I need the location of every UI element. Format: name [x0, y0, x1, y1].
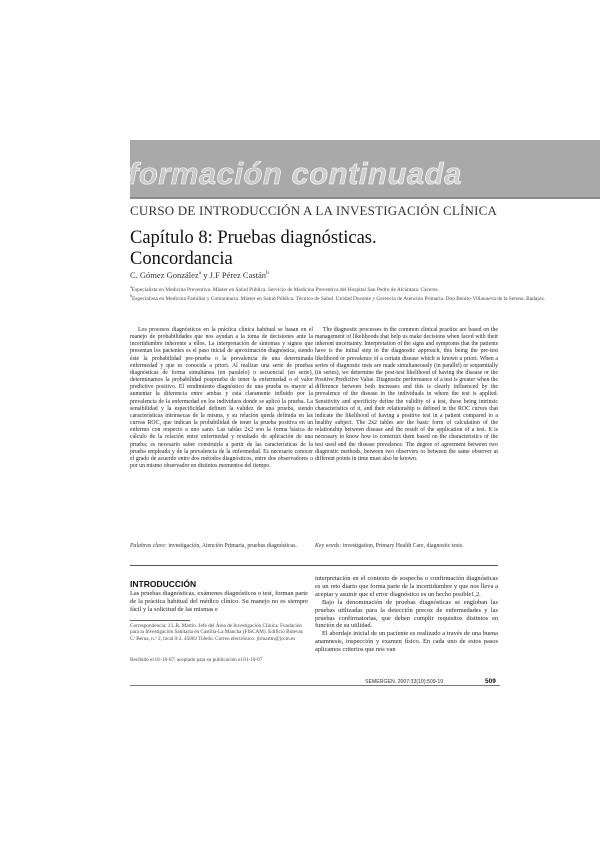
body-column-left	[130, 590, 308, 614]
authors	[130, 270, 269, 280]
abstract-divider	[130, 565, 498, 566]
affiliation-a-text: Especialista en Medicina Preventiva. Máster en Salud Pública. Servicio de Medicina Preventiva del Hospital San Pedro de Alcántara. Cáceres.	[131, 286, 439, 293]
abstract-english: The diagnostic processes in the common clinical practice are based on the management of likelihoods that help us make decisions when faced with their inherent uncertainty. Interpretation of the signs and symptoms that the patients have is the initial step in the diagnostic approach, this being the pre-test likelihood or prevalence of a certain disease which is known a priori. When a series of diagnostic tests are made simultaneously (in parallel) or sequentially (in series), we determine the post-test likelihood of having the disease or the Positive Predictive Value. Diagnostic performance of a test is greater when the difference between both increases and this is clearly influenced by the prevalence of the disease in the individuals in whom the test is applied. Sensitivity and specificity define the validity of a test, these being intrinsic characteristics of it, and their relationship is defined in the ROC curves that indicate the likelihood of having a positive test in a patient compared to a healthy subject. The 2x2 tables are the basic form of calculation of the relationship between disease and the result of the application of a test. It is necessary to know how to construct them based on the characteristics of the test used and the disease prevalence. The degree of agreement between two diagnostic methods, between two observers or between the same observer at different points in time must also be known.	[315, 327, 498, 462]
intro-paragraph-2: interpretación en el contexto de sospecha o confirmación diagnósticas es un reto diario que forma parte de la incertidumbre y que nos lleva a aceptar y asumir que el error diagnóstico es un hecho posible1,2.	[315, 575, 498, 598]
body-column-right	[315, 575, 498, 654]
affiliations	[130, 284, 550, 303]
journal-citation: SEMERGEN. 2007;33(10):509-19	[365, 679, 444, 685]
footer-rule	[130, 685, 500, 686]
course-title: CURSO DE INTRODUCCIÓN A LA INVESTIGACIÓN CLÍNICA	[130, 203, 498, 218]
affiliation-b-text: Especialista en Medicina Familiar y Comunitaria. Máster en Salud Pública. Técnico de Salud. Unidad Docente y Gerencia de Atención Primaria. Don Benito-Villanueva de la Serena. Badajoz.	[132, 296, 546, 303]
introduction-heading: INTRODUCCIÓN	[130, 579, 197, 589]
banner-rule	[130, 197, 600, 199]
affiliation-a-mark: a	[130, 284, 132, 289]
section-title	[128, 158, 462, 189]
section-title-part1: formación	[128, 156, 283, 191]
banner-left-blank	[0, 140, 130, 198]
intro-paragraph-4: El abordaje inicial de un paciente es realizado a través de una buena anamnesis, inspección y examen físico. En cada uno de estos pasos aplicamos criterios que nos van	[315, 630, 498, 654]
correspondence: Correspondencia: J.L.R. Martín. Jefe del Área de Investigación Clínica. Fundación para la Investigación Sanitaria en Castilla-La Mancha (FISCAM). Edificio Bulevar. C/ Berna, n.º 2, local 0-2. 45003 Toledo. Correo electrónico: jlrmartin@jccm.es	[130, 623, 304, 642]
article-title-line1: Capítulo 8: Pruebas diagnósticas.	[130, 228, 377, 248]
article-title-line2: Concordancia	[130, 249, 233, 269]
keywords-spanish	[130, 543, 313, 550]
keywords-english-label: Key words:	[315, 543, 342, 549]
intro-paragraph-3: Bajo la denominación de pruebas diagnósticas se engloban las pruebas utilizadas para la detección precoz de enfermedades y las pruebas confirmatorias, que deben cumplir requisitos distintos en función de su utilidad.	[315, 598, 498, 630]
author-1: C. Gómez González	[130, 270, 199, 280]
received-dates: Recibido el 01-10-07; aceptado para su publicación el 01-10-07.	[130, 657, 264, 663]
affiliation-a	[130, 284, 550, 293]
keywords-english-text: investigation, Primary Health Care, diagnostic tests.	[341, 543, 464, 549]
section-title-part2: continuada	[291, 156, 462, 191]
affiliation-b	[130, 293, 550, 302]
keywords-english	[315, 543, 498, 550]
footnote-rule	[130, 620, 190, 621]
page-number: 509	[485, 678, 496, 685]
affiliation-b-mark: b	[130, 293, 132, 299]
author-2: y J.F Pérez Castán	[201, 270, 267, 280]
author-1-mark: a	[198, 270, 202, 277]
author-2-mark: b	[266, 270, 269, 277]
intro-paragraph-1: Las pruebas diagnósticas, exámenes diagnósticos o test, forman parte de la práctica habitual del médico clínico. Su manejo no es siempre fácil y la solicitud de las mismas e	[130, 590, 308, 613]
keywords-spanish-text: investigación, Atención Primaria, pruebas diagnósticas.	[166, 543, 297, 549]
keywords-spanish-label: Palabras clave:	[130, 543, 167, 549]
abstract-spanish: Los procesos diagnósticos en la práctica clínica habitual se basan en el manejo de probabilidades que nos ayudan a la toma de decisiones ante la incertidumbre inherente a ellos. La interpretación de síntomas y signos que presentan los pacientes es el paso inicial de aproximación diagnóstica, siendo éste la probabilidad pre-prueba o la prevalencia de una determinada enfermedad y que es conocida a priori. Al realizar una serie de pruebas diagnósticas de forma simultánea (en paralelo) o secuencial (en serie), determinamos la probabilidad posprueba de tener la enfermedad o el valor predictivo positivo. El rendimiento diagnóstico de una prueba es mayor al aumentar la diferencia entre ambas y está claramente influido por la prevalencia de la enfermedad en los individuos donde se aplicó la prueba. La sensibilidad y la especificidad definen la validez de una prueba, siendo características intrínsecas de la misma, y su relación queda definida en las curvas ROC, que indican la probabilidad de tener la prueba positiva en un enfermo con respecto a uno sano. Las tablas 2x2 son la forma básica de cálculo de la relación entre enfermedad y resultado de aplicación de una prueba; es necesario saber construirla a partir de las características de la prueba empleada y de la prevalencia de la enfermedad. Es necesario conocer el grado de acuerdo entre dos métodos diagnósticos, entre dos observadores o por un mismo observador en distintos momentos del tiempo.	[130, 327, 313, 469]
article-title	[130, 228, 550, 270]
